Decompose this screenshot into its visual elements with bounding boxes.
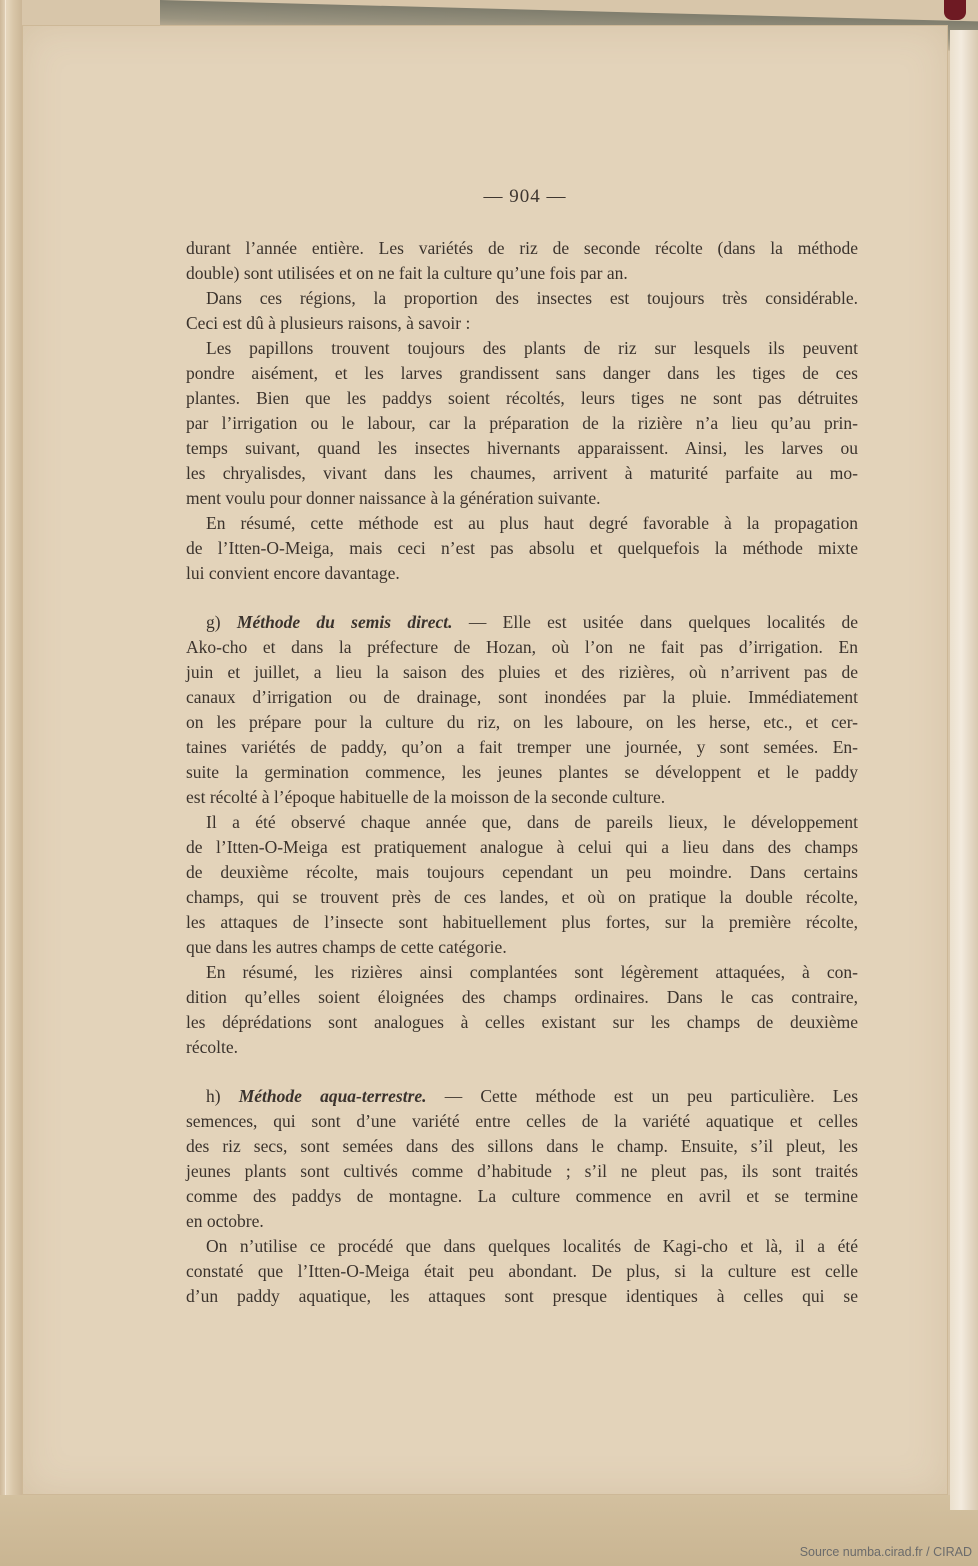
paragraph [186,960,858,1060]
section [186,236,858,586]
text-line: Dans ces régions, la proportion des insectes est toujours très considérable. [206,288,858,308]
text-line [186,1084,858,1109]
text-line: de l’Itten-O-Meiga, mais ceci n’est pas absolu et quelquefois la méthode mixte [186,538,858,558]
heading-title: Méthode aqua-terrestre. [238,1086,427,1106]
heading-title: Méthode du semis direct. [236,612,453,632]
text-line: ment voulu pour donner naissance à la génération suivante. [186,488,601,508]
text-line: durant l’année entière. Les variétés de riz de seconde récolte (dans la méthode [186,238,858,258]
bookmark-ribbon [944,0,966,20]
paragraph [186,1084,858,1234]
text-line: en octobre. [186,1211,264,1231]
heading-marker: h) [206,1086,221,1106]
text-line: suite la germination commence, les jeunes plantes se développent et le paddy [186,762,858,782]
text-line: Ceci est dû à plusieurs raisons, à savoir : [186,313,471,333]
text-line: Ako-cho et dans la préfecture de Hozan, où l’on ne fait pas d’irrigation. En [186,637,858,657]
paragraph [186,810,858,960]
text-line: de deuxième récolte, mais toujours cependant un peu moindre. Dans certains [186,862,858,882]
text-line: d’un paddy aquatique, les attaques sont presque identiques à celles qui se [186,1286,858,1306]
text-line: Les papillons trouvent toujours des plants de riz sur lesquels ils peuvent [206,338,858,358]
text-line: En résumé, les rizières ainsi complantées sont légèrement attaquées, à con- [206,962,858,982]
text-line: semences, qui sont d’une variété entre celles de la variété aquatique et celles [186,1111,858,1131]
text-line: juin et juillet, a lieu la saison des pluies et des rizières, où n’arrivent pas de [186,662,858,682]
heading-marker: g) [206,612,221,632]
source-credit: Source numba.cirad.fr / CIRAD [799,1545,972,1559]
text-line: récolte. [186,1037,238,1057]
text-line: comme des paddys de montagne. La culture commence en avril et se termine [186,1186,858,1206]
page-edge [950,30,978,1510]
paragraph [186,610,858,810]
text-line: Il a été observé chaque année que, dans de pareils lieux, le développement [206,812,858,832]
paragraph [186,286,858,336]
paragraph [186,511,858,586]
paragraph [186,236,858,286]
text-line: les attaques de l’insecte sont habituellement plus fortes, sur la première récolte, [186,912,858,932]
body-text [186,236,858,1327]
section [186,610,858,1060]
text-line: double) sont utilisées et on ne fait la culture qu’une fois par an. [186,263,628,283]
section-heading [206,612,503,632]
text-span: Cette méthode est un peu particulière. Les [480,1086,858,1106]
text-line: taines variétés de paddy, qu’on a fait tremper une journée, y sont semées. En- [186,737,858,757]
text-line: par l’irrigation ou le labour, car la préparation de la rizière n’a lieu qu’au prin- [186,413,858,433]
text-line: on les prépare pour la culture du riz, on les laboure, on les herse, etc., et cer- [186,712,858,732]
text-line: dition qu’elles soient éloignées des champs ordinaires. Dans le cas contraire, [186,987,858,1007]
text-line: est récolté à l’époque habituelle de la moisson de la seconde culture. [186,787,666,807]
book-edge [0,0,22,1566]
text-line: canaux d’irrigation ou de drainage, sont inondées par la pluie. Immédiatement [186,687,858,707]
text-span: Elle est usitée dans quelques localités de [502,612,859,632]
section-heading [206,1086,480,1106]
text-line [186,610,858,635]
text-line: pondre aisément, et les larves grandissent sans danger dans les tiges de ces [186,363,858,383]
paragraph [186,1234,858,1309]
text-line: que dans les autres champs de cette catégorie. [186,937,507,957]
text-line: les chryalisdes, vivant dans les chaumes, arrivent à maturité parfaite au mo- [186,463,858,483]
text-line: des riz secs, sont semées dans des sillons dans le champ. Ensuite, s’il pleut, les [186,1136,858,1156]
text-line: de l’Itten-O-Meiga est pratiquement analogue à celui qui a lieu dans des champs [186,837,858,857]
paragraph [186,336,858,511]
heading-dash: — [468,612,487,632]
text-line: constaté que l’Itten-O-Meiga était peu abondant. De plus, si la culture est celle [186,1261,858,1281]
text-line: les déprédations sont analogues à celles existant sur les champs de deuxième [186,1012,858,1032]
text-line: lui convient encore davantage. [186,563,400,583]
section [186,1084,858,1309]
page-number: — 904 — [483,186,567,207]
heading-dash: — [444,1086,463,1106]
text-line: champs, qui se trouvent près de ces landes, et où on pratique la double récolte, [186,887,858,907]
text-line: On n’utilise ce procédé que dans quelques localités de Kagi-cho et là, il a été [206,1236,858,1256]
text-line: plantes. Bien que les paddys soient récoltés, leurs tiges ne sont pas détruites [186,388,858,408]
text-line: jeunes plants sont cultivés comme d’habitude ; s’il ne pleut pas, ils sont traités [186,1161,858,1181]
text-line: En résumé, cette méthode est au plus haut degré favorable à la propagation [206,513,858,533]
text-line: temps suivant, quand les insectes hivernants apparaissent. Ainsi, les larves ou [186,438,858,458]
